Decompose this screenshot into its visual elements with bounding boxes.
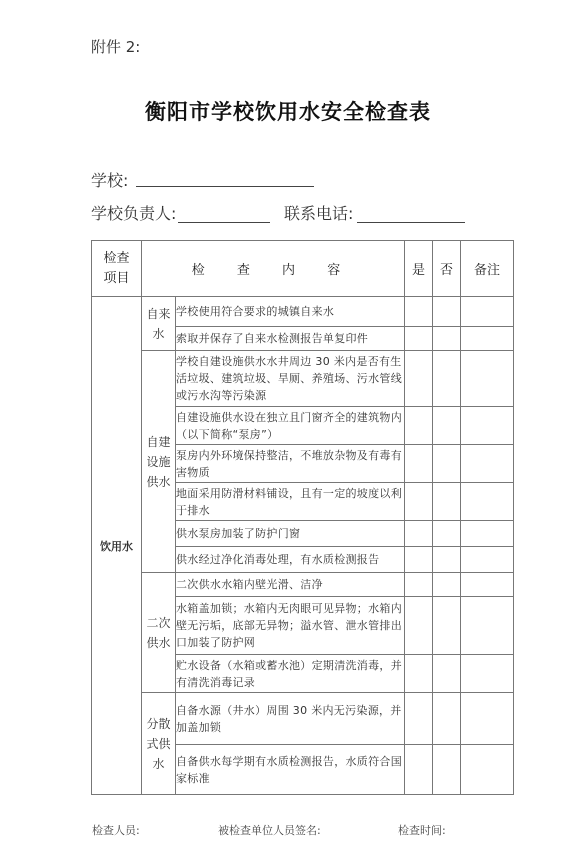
phone-label: 联系电话:: [284, 204, 354, 223]
yes-cell[interactable]: [405, 521, 433, 547]
check-item: 贮水设备（水箱或蓄水池）定期清洗消毒，并有清洗消毒记录: [176, 655, 405, 693]
phone-field[interactable]: [357, 222, 465, 223]
yes-cell[interactable]: [405, 597, 433, 655]
yes-cell[interactable]: [405, 547, 433, 573]
check-item: 自备供水每学期有水质检测报告，水质符合国家标准: [176, 745, 405, 795]
remark-cell[interactable]: [461, 327, 514, 351]
table-row: [92, 351, 514, 407]
yes-cell[interactable]: [405, 407, 433, 445]
subcategory-self-built-supply: 自建 设施 供水: [142, 351, 176, 573]
header-no: 否: [433, 241, 461, 297]
no-cell[interactable]: [433, 297, 461, 327]
no-cell[interactable]: [433, 327, 461, 351]
inspector-label: 检查人员:: [92, 824, 140, 837]
subcategory-secondary-supply: 二次 供水: [142, 573, 176, 693]
table-header-row: [92, 241, 514, 297]
remark-cell[interactable]: [461, 745, 514, 795]
remark-cell[interactable]: [461, 573, 514, 597]
no-cell[interactable]: [433, 547, 461, 573]
check-item: 二次供水水箱内壁光滑、洁净: [176, 573, 405, 597]
form-title: 衡阳市学校饮用水安全检查表: [145, 100, 431, 124]
remark-cell[interactable]: [461, 297, 514, 327]
inspected-signature-label: 被检查单位人员签名:: [218, 824, 321, 837]
no-cell[interactable]: [433, 655, 461, 693]
principal-field[interactable]: [178, 222, 270, 223]
attachment-label: 附件 2:: [91, 38, 141, 56]
check-item: 索取并保存了自来水检测报告单复印件: [176, 327, 405, 351]
remark-cell[interactable]: [461, 597, 514, 655]
check-item: 自备水源（井水）周围 30 米内无污染源，并加盖加锁: [176, 693, 405, 745]
header-yes: 是: [405, 241, 433, 297]
remark-cell[interactable]: [461, 547, 514, 573]
yes-cell[interactable]: [405, 745, 433, 795]
no-cell[interactable]: [433, 745, 461, 795]
header-content: 检 查 内 容: [142, 241, 405, 297]
check-item: 供水泵房加装了防护门窗: [176, 521, 405, 547]
subcategory-decentralized-supply: 分散 式供 水: [142, 693, 176, 795]
table-row: [92, 573, 514, 597]
remark-cell[interactable]: [461, 351, 514, 407]
no-cell[interactable]: [433, 521, 461, 547]
table-row: [92, 693, 514, 745]
yes-cell[interactable]: [405, 483, 433, 521]
inspection-table: [91, 240, 514, 795]
no-cell[interactable]: [433, 693, 461, 745]
remark-cell[interactable]: [461, 445, 514, 483]
remark-cell[interactable]: [461, 483, 514, 521]
check-item: 学校使用符合要求的城镇自来水: [176, 297, 405, 327]
header-item: 检查 项目: [92, 241, 142, 297]
remark-cell[interactable]: [461, 407, 514, 445]
yes-cell[interactable]: [405, 693, 433, 745]
no-cell[interactable]: [433, 351, 461, 407]
inspection-time-label: 检查时间:: [398, 824, 446, 837]
check-item: 学校自建设施供水水井周边 30 米内是否有生活垃圾、建筑垃圾、旱厕、养殖场、污水管线或污水沟等污染源: [176, 351, 405, 407]
check-item: 泵房内外环境保持整洁，不堆放杂物及有毒有害物质: [176, 445, 405, 483]
yes-cell[interactable]: [405, 655, 433, 693]
no-cell[interactable]: [433, 407, 461, 445]
subcategory-tap-water: 自来 水: [142, 297, 176, 351]
school-field[interactable]: [136, 186, 314, 187]
remark-cell[interactable]: [461, 521, 514, 547]
check-item: 水箱盖加锁；水箱内无肉眼可见异物；水箱内壁无污垢，底部无异物；溢水管、泄水管排出口加装了防护网: [176, 597, 405, 655]
header-remark: 备注: [461, 241, 514, 297]
remark-cell[interactable]: [461, 655, 514, 693]
yes-cell[interactable]: [405, 445, 433, 483]
no-cell[interactable]: [433, 483, 461, 521]
school-label: 学校:: [91, 171, 129, 190]
yes-cell[interactable]: [405, 573, 433, 597]
principal-label: 学校负责人:: [91, 204, 177, 223]
table-row: [92, 297, 514, 327]
yes-cell[interactable]: [405, 351, 433, 407]
check-item: 供水经过净化消毒处理，有水质检测报告: [176, 547, 405, 573]
check-item: 地面采用防滑材料铺设，且有一定的坡度以利于排水: [176, 483, 405, 521]
no-cell[interactable]: [433, 445, 461, 483]
yes-cell[interactable]: [405, 327, 433, 351]
category-drinking-water: 饮用水: [92, 297, 142, 795]
no-cell[interactable]: [433, 573, 461, 597]
no-cell[interactable]: [433, 597, 461, 655]
remark-cell[interactable]: [461, 693, 514, 745]
yes-cell[interactable]: [405, 297, 433, 327]
check-item: 自建设施供水设在独立且门窗齐全的建筑物内（以下简称“泵房”）: [176, 407, 405, 445]
